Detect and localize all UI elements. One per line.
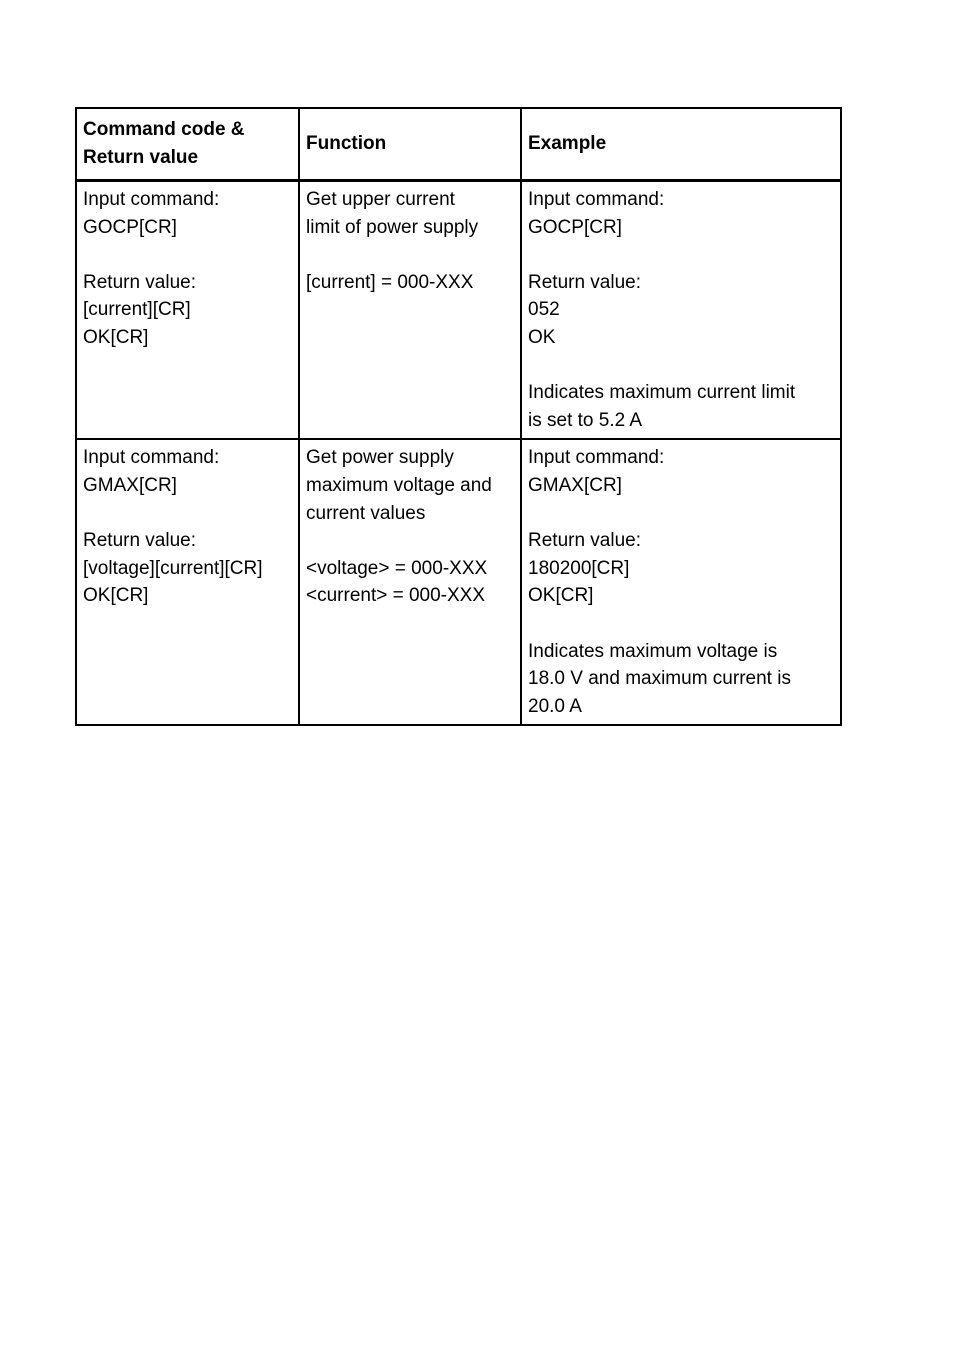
- spacer: [306, 527, 514, 555]
- example-note-line: Indicates maximum voltage is: [528, 640, 778, 662]
- example-cell: [521, 439, 841, 725]
- example-input-value: GOCP[CR]: [528, 216, 622, 238]
- header-command-line-1: Command code &: [83, 119, 245, 141]
- function-param-line: [current] = 000-XXX: [306, 271, 474, 293]
- input-command-value: GMAX[CR]: [83, 474, 177, 496]
- example-note-line: 20.0 A: [528, 695, 582, 717]
- function-cell: [299, 181, 521, 440]
- header-example: [521, 108, 841, 181]
- spacer: [528, 352, 834, 380]
- header-command-return: [76, 108, 299, 181]
- example-note-line: is set to 5.2 A: [528, 409, 643, 431]
- input-command-label: Input command:: [83, 447, 220, 469]
- example-return-label: Return value:: [528, 271, 642, 293]
- function-description-line: Get upper current: [306, 189, 455, 210]
- input-command-label: Input command:: [83, 189, 220, 210]
- return-value-line: [voltage][current][CR]: [83, 557, 263, 579]
- table-header-row: [76, 108, 841, 181]
- spacer: [528, 500, 834, 528]
- example-cell: [521, 181, 841, 440]
- example-input-label: Input command:: [528, 447, 665, 469]
- example-note-line: 18.0 V and maximum current is: [528, 668, 791, 690]
- spacer: [83, 500, 292, 528]
- function-description-line: maximum voltage and: [306, 474, 492, 496]
- example-return-label: Return value:: [528, 530, 642, 552]
- example-input-label: Input command:: [528, 189, 665, 210]
- function-description-line: limit of power supply: [306, 216, 479, 238]
- function-description-line: current values: [306, 502, 426, 524]
- spacer: [528, 241, 834, 269]
- return-value-label: Return value:: [83, 271, 197, 293]
- function-param-line: <current> = 000-XXX: [306, 585, 486, 607]
- command-reference-table: [75, 107, 842, 726]
- spacer: [528, 610, 834, 638]
- command-cell: [76, 439, 299, 725]
- example-note-line: Indicates maximum current limit: [528, 382, 796, 404]
- return-value-line: [current][CR]: [83, 299, 191, 321]
- header-command-line-2: Return value: [83, 147, 199, 168]
- header-function: [299, 108, 521, 181]
- header-function-label: Function: [306, 133, 387, 155]
- return-value-label: Return value:: [83, 530, 197, 552]
- command-cell: [76, 181, 299, 440]
- return-value-line: OK[CR]: [83, 585, 149, 607]
- function-cell: [299, 439, 521, 725]
- input-command-value: GOCP[CR]: [83, 216, 177, 238]
- header-example-label: Example: [528, 133, 607, 155]
- return-value-line: OK[CR]: [83, 326, 149, 348]
- example-return-line: 052: [528, 299, 560, 321]
- example-return-line: 180200[CR]: [528, 557, 630, 579]
- example-return-line: OK: [528, 326, 556, 348]
- table-row: [76, 181, 841, 440]
- table-row: [76, 439, 841, 725]
- spacer: [83, 241, 292, 269]
- function-description-line: Get power supply: [306, 447, 454, 469]
- function-param-line: <voltage> = 000-XXX: [306, 557, 488, 579]
- example-return-line: OK[CR]: [528, 585, 594, 607]
- spacer: [306, 241, 514, 269]
- example-input-value: GMAX[CR]: [528, 474, 622, 496]
